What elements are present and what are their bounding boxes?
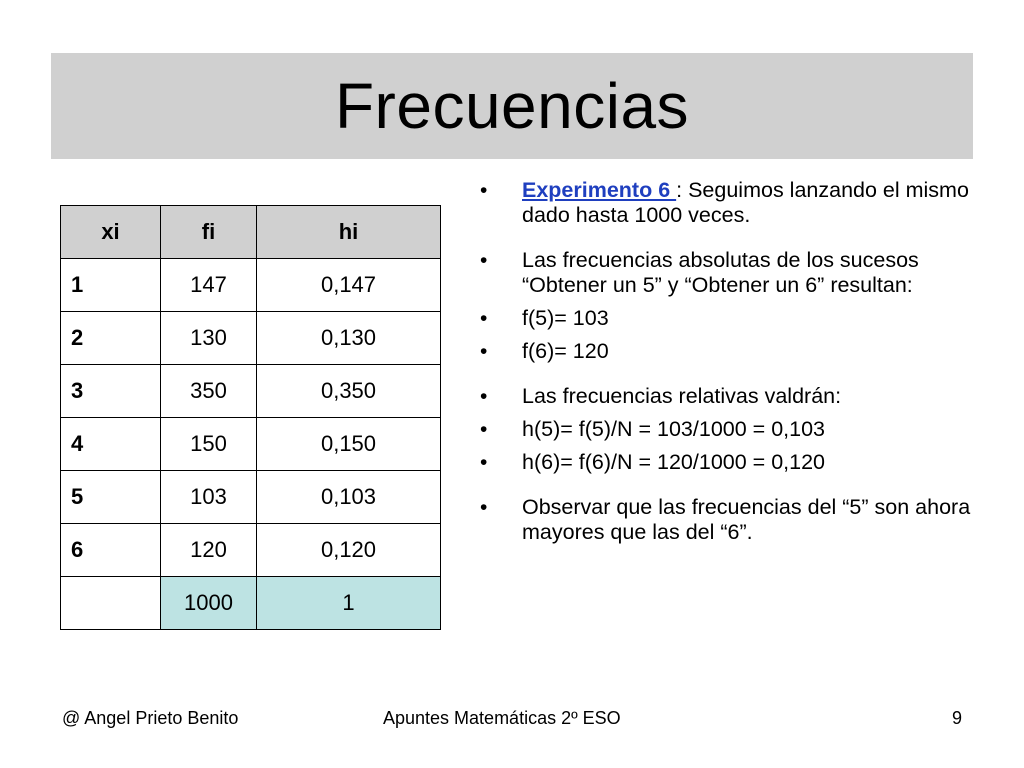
table-row xyxy=(61,418,441,471)
bullet-item xyxy=(478,417,978,442)
cell-hi: 0,150 xyxy=(257,418,441,471)
bullet-text: Las frecuencias relativas valdrán: xyxy=(522,384,842,408)
cell-fi: 350 xyxy=(161,365,257,418)
cell-xi: 2 xyxy=(61,312,161,365)
cell-fi: 103 xyxy=(161,471,257,524)
table-row xyxy=(61,524,441,577)
header-fi: fi xyxy=(161,206,257,259)
cell-hi: 0,103 xyxy=(257,471,441,524)
bullet-text: h(6)= f(6)/N = 120/1000 = 0,120 xyxy=(522,450,825,474)
bullet-text: : Seguimos lanzando el mismo dado hasta 1000 veces. xyxy=(522,178,969,227)
table-row xyxy=(61,471,441,524)
cell-total-xi xyxy=(61,577,161,630)
bullet-item xyxy=(478,339,978,364)
bullet-text: f(5)= 103 xyxy=(522,306,609,330)
footer-course: Apuntes Matemáticas 2º ESO xyxy=(383,708,621,728)
table-row xyxy=(61,365,441,418)
bullet-marker: • xyxy=(480,340,488,363)
bullet-marker: • xyxy=(480,385,488,408)
bullet-text: Observar que las frecuencias del “5” son ahora mayores que las del “6”. xyxy=(522,495,971,544)
cell-hi: 0,147 xyxy=(257,259,441,312)
cell-fi: 120 xyxy=(161,524,257,577)
bullet-item xyxy=(478,495,978,545)
footer-page-number: 9 xyxy=(952,708,963,728)
cell-xi: 4 xyxy=(61,418,161,471)
cell-total-hi: 1 xyxy=(257,577,441,630)
slide-title: Frecuencias xyxy=(334,70,690,142)
cell-fi: 147 xyxy=(161,259,257,312)
bullet-marker: • xyxy=(480,249,488,272)
cell-xi: 3 xyxy=(61,365,161,418)
bullet-item xyxy=(478,306,978,331)
cell-hi: 0,120 xyxy=(257,524,441,577)
cell-fi: 150 xyxy=(161,418,257,471)
bullet-marker: • xyxy=(480,496,488,519)
cell-fi: 130 xyxy=(161,312,257,365)
frequency-table xyxy=(60,205,441,630)
bullet-text: f(6)= 120 xyxy=(522,339,609,363)
table-row xyxy=(61,259,441,312)
cell-xi: 6 xyxy=(61,524,161,577)
table-total-row xyxy=(61,577,441,630)
table-row xyxy=(61,312,441,365)
header-xi: xi xyxy=(61,206,161,259)
bullet-marker: • xyxy=(480,418,488,441)
bullet-list xyxy=(478,178,978,545)
bullet-text: Las frecuencias absolutas de los sucesos “Obtener un 5” y “Obtener un 6” resultan: xyxy=(522,248,919,297)
table-header-row xyxy=(61,206,441,259)
cell-xi: 1 xyxy=(61,259,161,312)
title-bar xyxy=(51,53,973,159)
cell-hi: 0,130 xyxy=(257,312,441,365)
bullet-item xyxy=(478,248,978,298)
bullet-item xyxy=(478,450,978,475)
bullet-item xyxy=(478,384,978,409)
cell-hi: 0,350 xyxy=(257,365,441,418)
bullet-marker: • xyxy=(480,307,488,330)
bullet-marker: • xyxy=(480,451,488,474)
footer-author: @ Angel Prieto Benito xyxy=(62,708,239,728)
cell-total-fi: 1000 xyxy=(161,577,257,630)
experiment-link[interactable]: Experimento 6 xyxy=(522,178,677,202)
bullet-experiment xyxy=(478,178,978,228)
header-hi: hi xyxy=(257,206,441,259)
bullet-text: h(5)= f(5)/N = 103/1000 = 0,103 xyxy=(522,417,825,441)
cell-xi: 5 xyxy=(61,471,161,524)
bullet-marker: • xyxy=(480,179,488,202)
